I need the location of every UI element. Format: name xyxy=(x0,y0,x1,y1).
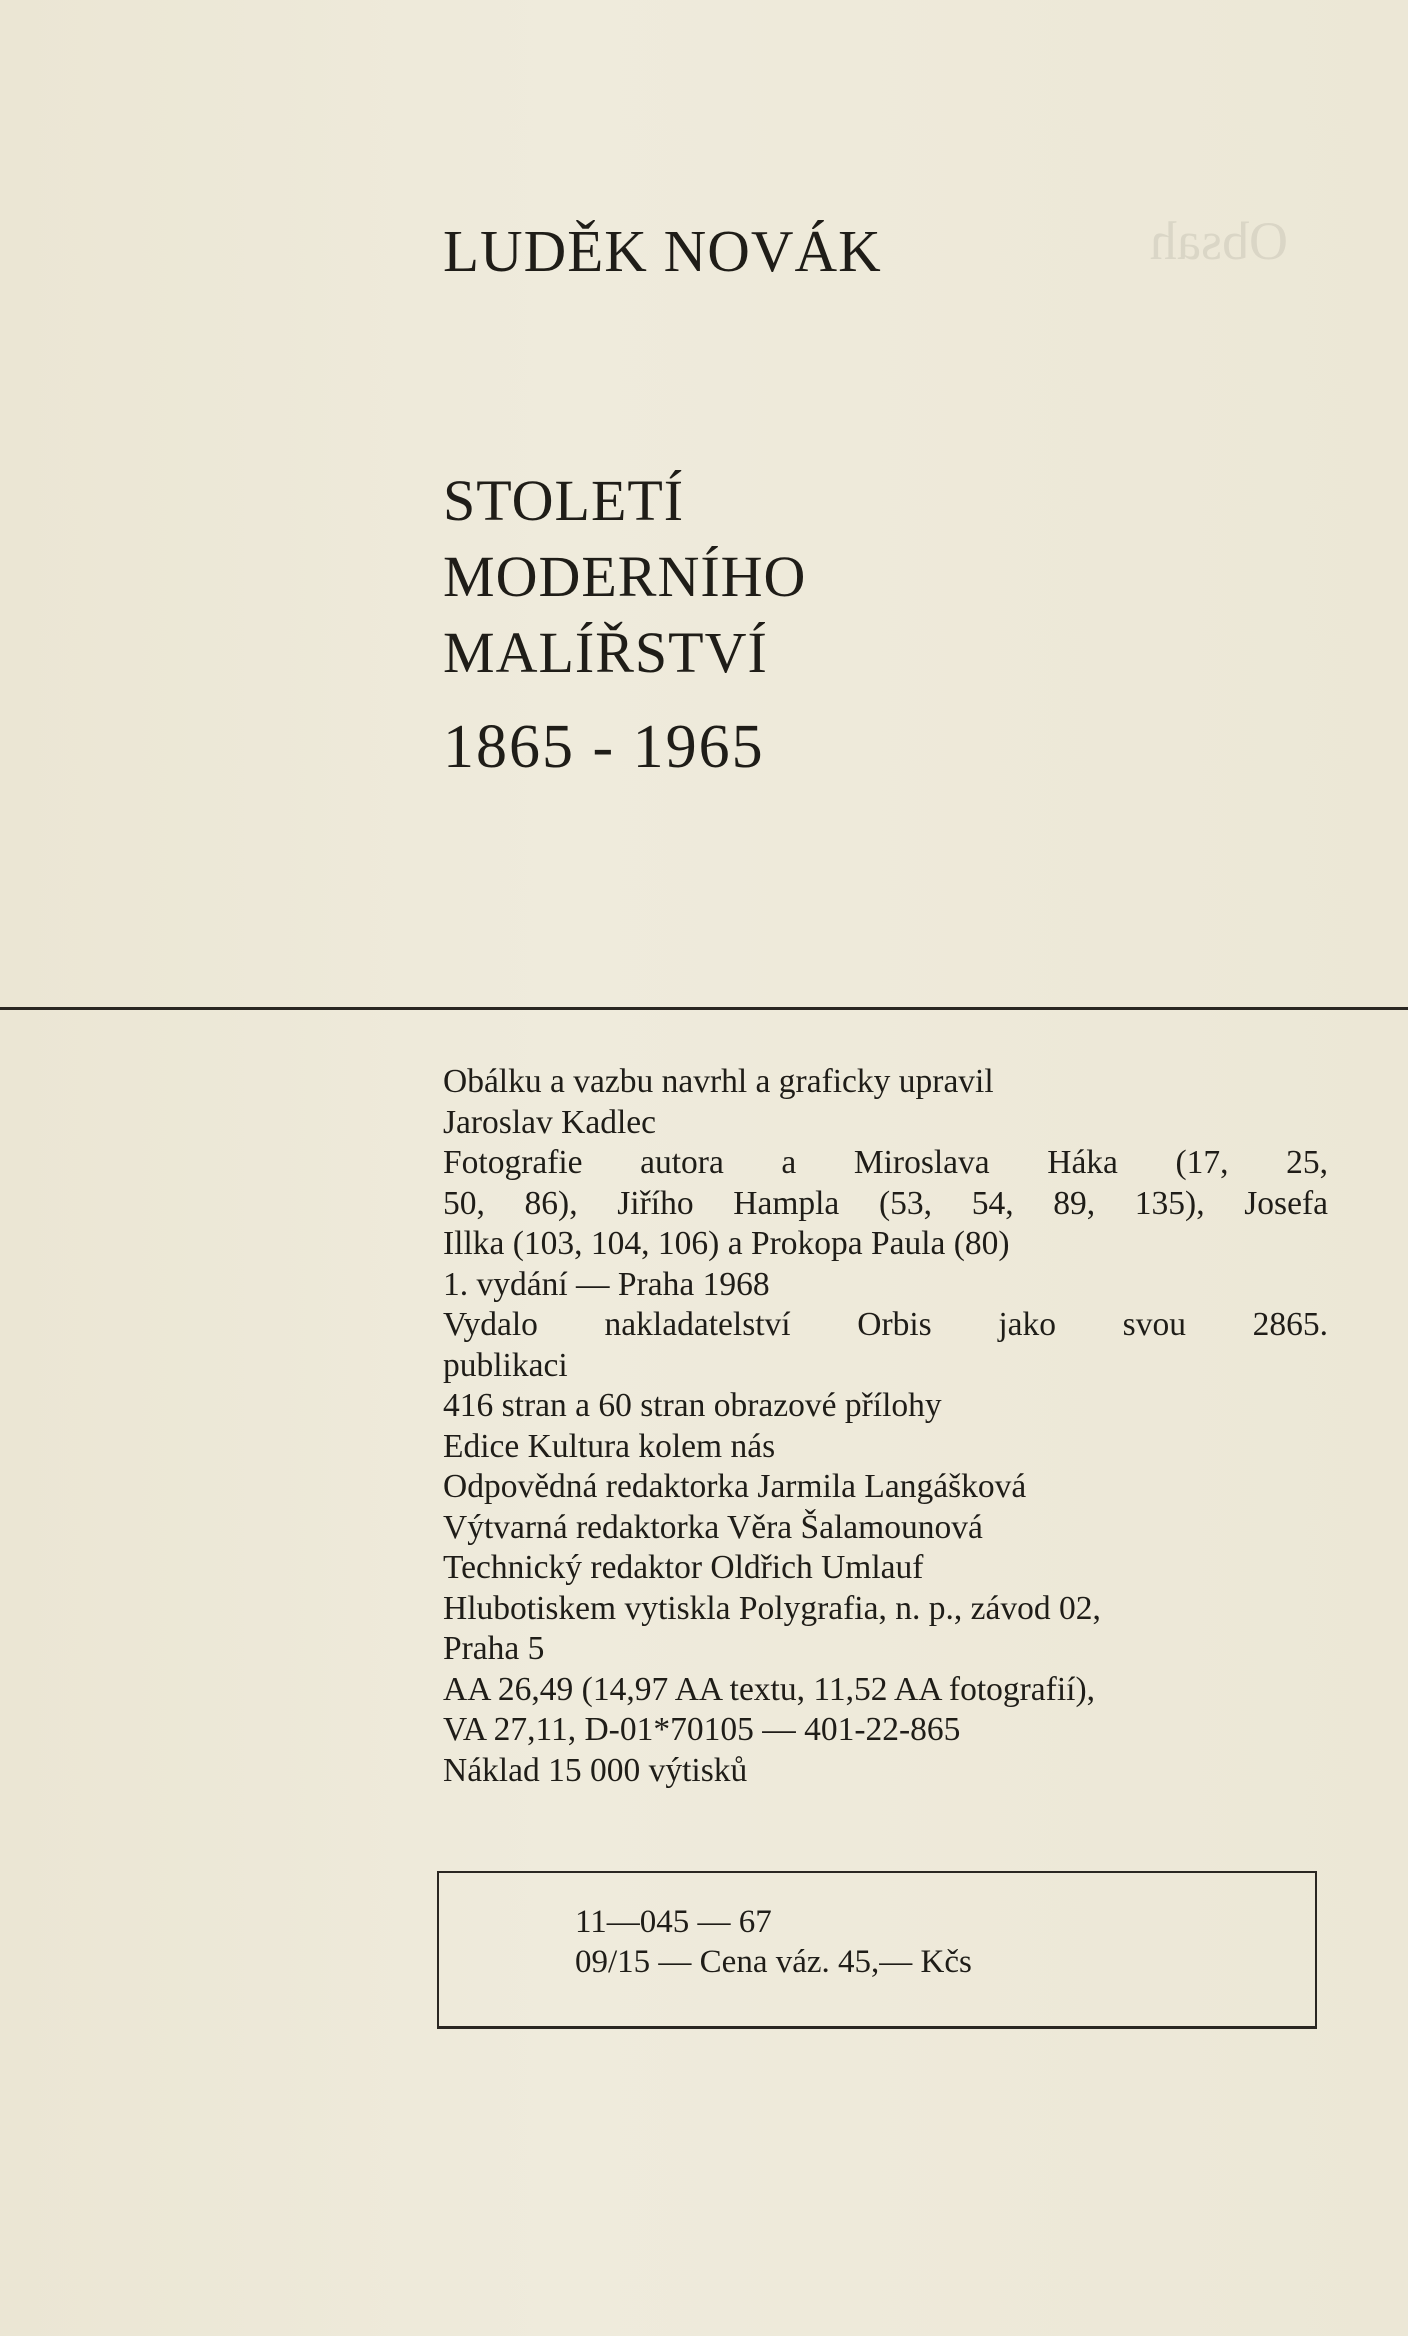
title-line-1: STOLETÍ xyxy=(443,468,685,533)
colophon-line: Edice Kultura kolem nás xyxy=(443,1427,776,1465)
price-box xyxy=(437,1871,1317,2029)
colophon-line: Hlubotiskem vytiskla Polygrafia, n. p., závod 02, xyxy=(443,1589,1101,1627)
title-line-2: MODERNÍHO xyxy=(443,544,807,609)
colophon-line: Fotografie autora a Miroslava Háka (17, 25, xyxy=(443,1144,1328,1181)
colophon-line: Illka (103, 104, 106) a Prokopa Paula (80) xyxy=(443,1225,1010,1262)
colophon-line: 1. vydání — Praha 1968 xyxy=(443,1265,770,1303)
colophon-line: 50, 86), Jiřího Hampla (53, 54, 89, 135), Josefa xyxy=(443,1184,1328,1222)
title-line-3: MALÍŘSTVÍ xyxy=(443,620,768,685)
colophon-line: 416 stran a 60 stran obrazové přílohy xyxy=(443,1387,942,1424)
colophon-line: Praha 5 xyxy=(443,1630,545,1667)
colophon-line: publikaci xyxy=(443,1346,568,1384)
colophon-line: VA 27,11, D-01*70105 — 401-22-865 xyxy=(443,1711,961,1748)
colophon-line: Výtvarná redaktorka Věra Šalamounová xyxy=(443,1508,983,1546)
horizontal-divider xyxy=(0,1007,1408,1010)
catalog-code: 11—045 — 67 xyxy=(575,1904,772,1940)
colophon-line: AA 26,49 (14,97 AA textu, 11,52 AA fotografií), xyxy=(443,1670,1095,1708)
colophon-line: Jaroslav Kadlec xyxy=(443,1103,657,1141)
price-info xyxy=(575,1902,972,1982)
colophon-line: Odpovědná redaktorka Jarmila Langášková xyxy=(443,1468,1027,1505)
colophon-line: Náklad 15 000 výtisků xyxy=(443,1751,748,1789)
colophon-line: Technický redaktor Oldřich Umlauf xyxy=(443,1549,924,1586)
colophon xyxy=(443,1062,1328,1791)
title-years: 1865 - 1965 xyxy=(443,713,765,781)
author-name: LUDĚK NOVÁK xyxy=(443,218,882,284)
book-title xyxy=(443,463,806,691)
colophon-line: Vydalo nakladatelství Orbis jako svou 2865. xyxy=(443,1306,1328,1343)
colophon-line: Obálku a vazbu navrhl a graficky upravil xyxy=(443,1063,994,1100)
bleed-through-decoration: Obsah xyxy=(1150,211,1288,271)
price-label: 09/15 — Cena váz. 45,— Kčs xyxy=(575,1944,972,1980)
